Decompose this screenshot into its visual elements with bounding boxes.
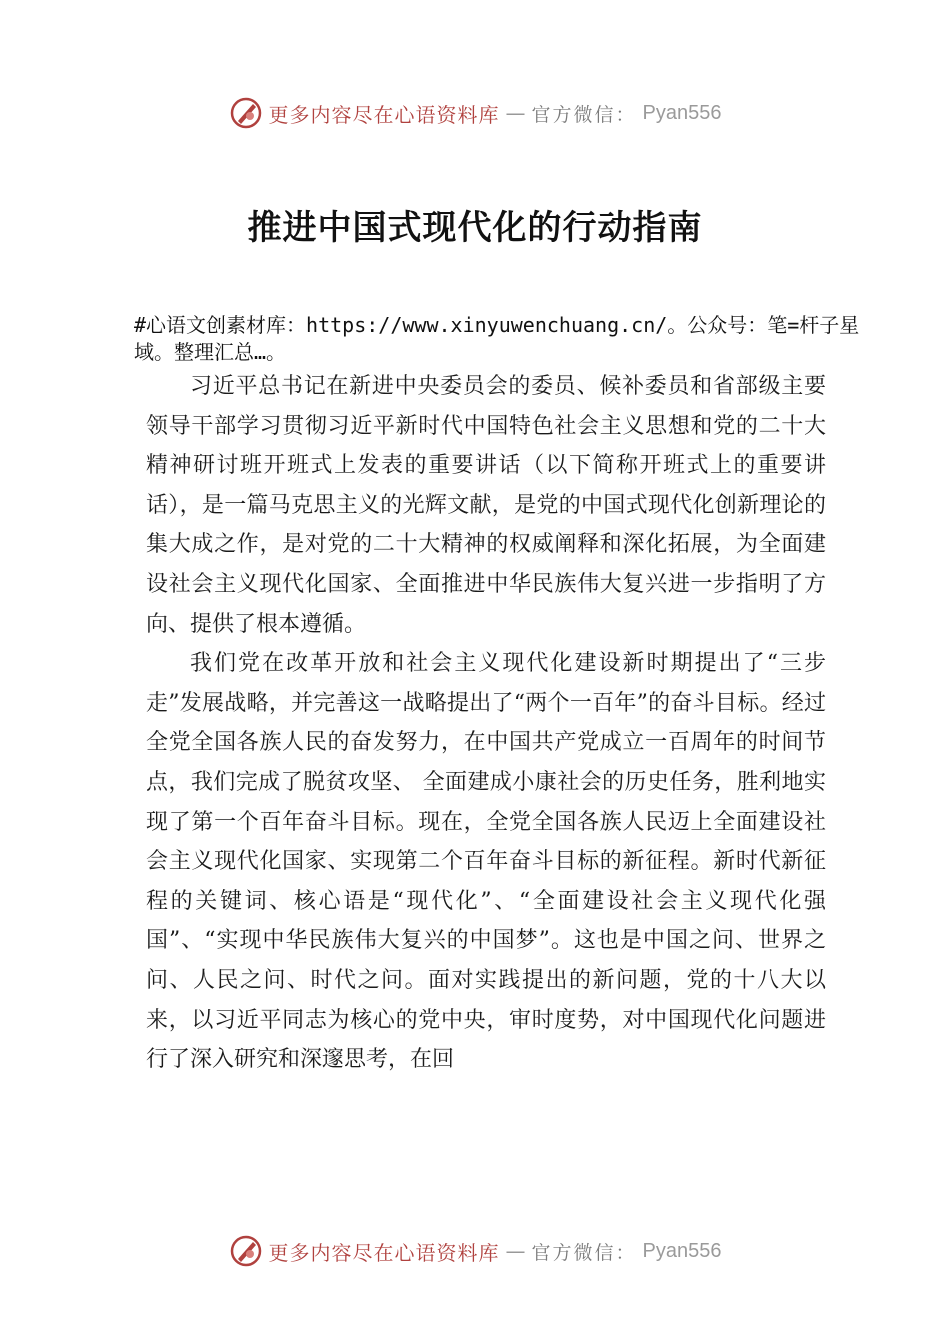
watermark-text: 更多内容尽在心语资料库 — [268, 1240, 500, 1265]
wechat-id: Pyan556 — [642, 101, 722, 124]
wechat-id: Pyan556 — [642, 1239, 722, 1262]
watermark-text: 更多内容尽在心语资料库 — [268, 102, 500, 127]
header-watermark — [0, 96, 950, 130]
document-title: 推进中国式现代化的行动指南 — [247, 208, 703, 248]
wechat-label: 官方微信： — [531, 103, 637, 126]
paragraph: 习近平总书记在新进中央委员会的委员、候补委员和省部级主要领导干部学习贯彻习近平新时代中国特色社会主义思想和党的二十大精神研讨班开班式上发表的重要讲话（以下简称开班式上的重要讲话），是一篇马克思主义的光辉文献，是党的中国式现代化创新理论的集大成之作，是对党的二十大精神的权威阐释和深化拓展，为全面建设社会主义现代化国家、全面推进中华民族伟大复兴进一步指明了方向、提供了根本遵循。 — [146, 374, 826, 637]
pen-seal-icon — [229, 96, 263, 130]
pen-seal-icon — [229, 1234, 263, 1268]
document-body — [146, 367, 826, 1080]
source-line: #心语文创素材库：https://www.xinyuwenchuang.cn/。公众号：笔=杆子星域。整理汇总…。 — [134, 313, 860, 364]
paragraph: 我们党在改革开放和社会主义现代化建设新时期提出了“三步走”发展战略，并完善这一战略提出了“两个一百年”的奋斗目标。经过全党全国各族人民的奋发努力，在中国共产党成立一百周年的时间节点，我们完成了脱贫攻坚、 全面建成小康社会的历史任务，胜利地实现了第一个百年奋斗目标。现在，全党全国各族人民迈上全面建设社会主义现代化国家、实现第二个百年奋斗目标的新征程。新时代新征程的关键词、核心语是“现代化”、“全面建设社会主义现代化强国”、“实现中华民族伟大复兴的中国梦”。这也是中国之问、世界之问、人民之问、时代之问。面对实践提出的新问题，党的十八大以来，以习近平同志为核心的党中央，审时度势，对中国现代化问题进行了深入研究和深邃思考，在回 — [146, 651, 826, 1073]
watermark-dash: — — [505, 1239, 526, 1263]
wechat-label: 官方微信： — [531, 1241, 637, 1264]
watermark-dash: — — [505, 101, 526, 125]
footer-watermark — [0, 1234, 950, 1268]
